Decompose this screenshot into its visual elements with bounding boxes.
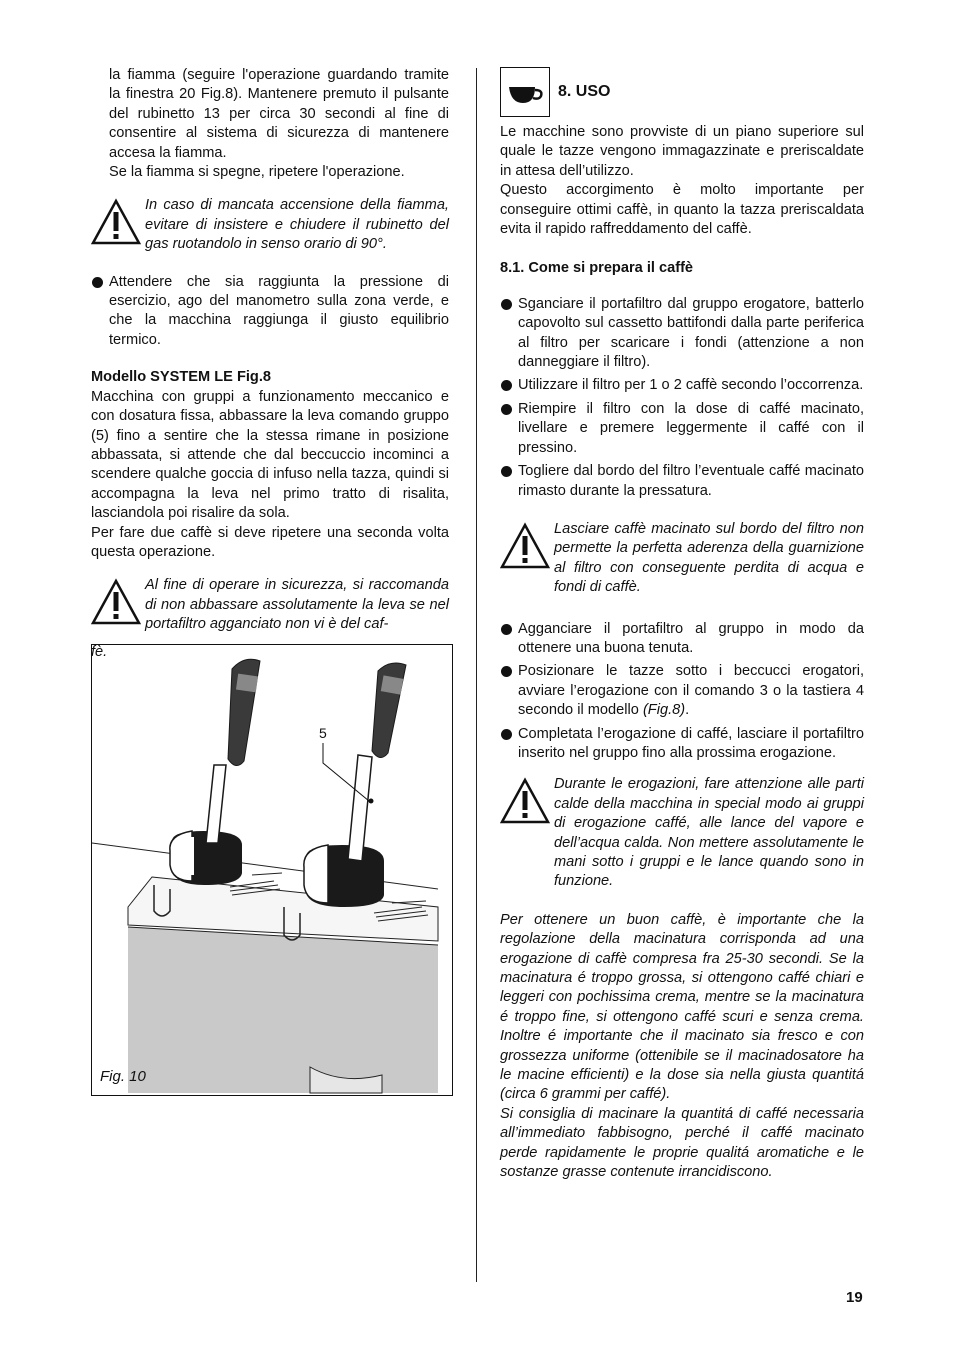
warning-icon — [500, 522, 554, 570]
subsection-title-coffee: 8.1. Come si prepara il caffè — [500, 260, 694, 277]
figure-10-frame — [91, 644, 453, 1096]
bullet-step-1: Sganciare il portafiltro dal gruppo erogatore, batterlo capovolto sul cassetto battifondi dalla parte periferica al filtro per scaricare i fondi (attenzione a non danneggiare il filtro). — [500, 295, 864, 373]
bullet-start-brewing — [500, 662, 864, 720]
left-paragraph-3: Macchina con gruppi a funzionamento meccanico e con dosatura fissa, abbassare la leva comando gruppo (5) fino a sentire che la stessa rimane in posizione abbassata, si attende che dal beccuccio incominci a scendere qualche goccia di infuso nella tazza, quindi si accompagna la leva nel primo tratto di risalita, lasciandola poi risalire da sola. — [91, 388, 449, 522]
bullet-step-4: Togliere dal bordo del filtro l’eventuale caffé macinato rimasto durante la pressatura. — [500, 462, 864, 501]
coffee-cup-icon — [500, 67, 550, 117]
bullet-step-2: Utilizzare il filtro per 1 o 2 caffè secondo l’occorrenza. — [500, 376, 864, 395]
right-paragraph-1: Le macchine sono provviste di un piano superiore sul quale le tazze vengono immagazzinate e preriscaldate in attesa dell’utilizzo. — [500, 124, 864, 179]
left-paragraph-2: Se la fiamma si spegne, ripetere l'operazione. — [109, 164, 405, 181]
preparation-steps — [500, 295, 864, 501]
warning-text-lever: Al fine di operare in sicurezza, si raccomanda di non abbassare assolutamente la leva se nel portafiltro agganciato non vi è del caf- — [145, 577, 449, 633]
figure-caption: Fig. 10 — [100, 1068, 146, 1085]
bullet-start-brewing-text: Posizionare le tazze sotto i beccucci erogatori, avviare l’erogazione con il comando 3 o la tastiera 4 secondo il modello — [518, 663, 864, 719]
bullet-brewing-complete: Completata l’erogazione di caffé, lasciare il portafiltro inserito nel gruppo fino alla prossima erogazione. — [500, 725, 864, 764]
warning-block-filter — [500, 520, 864, 598]
bullet-step-3: Riempire il filtro con la dose di caffé macinato, livellare e premere leggermente il caffé con il pressino. — [500, 400, 864, 458]
right-column — [500, 66, 864, 1183]
warning-icon — [91, 578, 145, 626]
warning-block-flame — [91, 196, 449, 254]
warning-icon — [500, 777, 554, 825]
warning-text-filter: Lasciare caffè macinato sul bordo del filtro non permette la perfetta aderenza della guarnizione al filtro con conseguente perdita di acqua e fondi di caffè. — [554, 520, 864, 596]
bullet-attach-filter: Agganciare il portafiltro al gruppo in modo da ottenere una buona tenuta. — [500, 620, 864, 659]
warning-icon — [91, 198, 145, 246]
section-header-uso — [500, 66, 864, 118]
grinding-advice-paragraph: Si consiglia di macinare la quantitá di caffé necessaria all’immediato fabbisogno, perché il caffé macinato perde rapidamente le proprie qualitá aromatiche e le sostanze grasse contenute irrancidiscono. — [500, 1105, 864, 1181]
warning-text-lever-continuation: fè. — [91, 644, 108, 660]
warning-text-flame: In caso di mancata accensione della fiamma, evitare di insistere e chiudere il rubinetto del gas ruotandolo in senso orario di 90°. — [145, 197, 449, 253]
section-title-uso: 8. USO — [558, 83, 611, 101]
figure-callout-5: 5 — [319, 725, 327, 741]
warning-block-hot-parts — [500, 775, 864, 891]
grinding-paragraph: Per ottenere un buon caffè, è importante che la regolazione della macinatura corrisponda ad una erogazione di caffè compresa fra 25-30 secondi. Se la macinatura é troppo grossa, si ottengono caffé chiari e leggeri con pochissima crema, mentre se la macinatura é troppo fine, si ottengono caffé scuri e senza crema. Inoltre é importante che il macinato sia fresco e con grossezza uniforme (ottenibile se il macinadosatore ha le macine efficienti) e la dose sia nella giusta quantitá (circa 6 grammi per caffé). — [500, 911, 864, 1103]
section-heading-system-le: Modello SYSTEM LE Fig.8 — [91, 369, 271, 386]
bullet-start-brewing-end: . — [685, 702, 690, 719]
left-paragraph-1: la fiamma (seguire l'operazione guardando tramite la finestra 20 Fig.8). Mantenere premuto il pulsante del rubinetto 13 per circa 30 secondi al fine di consentire al sistema di sicurezza di mantenere accesa la fiamma. — [109, 67, 449, 161]
left-column — [91, 66, 449, 635]
page-number: 19 — [846, 1289, 863, 1306]
column-divider — [476, 68, 477, 1282]
figure-reference: (Fig.8) — [642, 702, 686, 719]
left-paragraph-4: Per fare due caffè si deve ripetere una seconda volta questa operazione. — [91, 524, 449, 560]
brewing-steps — [500, 620, 864, 764]
warning-block-lever — [91, 576, 449, 634]
bullet-pressure: Attendere che sia raggiunta la pressione di esercizio, ago del manometro sulla zona verde, e che la macchina raggiunga il giusto equilibrio termico. — [91, 273, 449, 351]
warning-text-hot-parts: Durante le erogazioni, fare attenzione alle parti calde della macchina in special modo ai gruppi di erogazione caffé, alle lance del vapore e dell’acqua calda. Non mettere assolutamente le mani sotto i gruppi e le lance quando sono in funzione. — [554, 776, 864, 890]
figure-10-lever-illustration — [92, 645, 452, 1095]
right-paragraph-2: Questo accorgimento è molto importante per conseguire ottimi caffè, in quanto la tazza preriscaldata evita il rapido raffreddamento del caffè. — [500, 182, 864, 238]
